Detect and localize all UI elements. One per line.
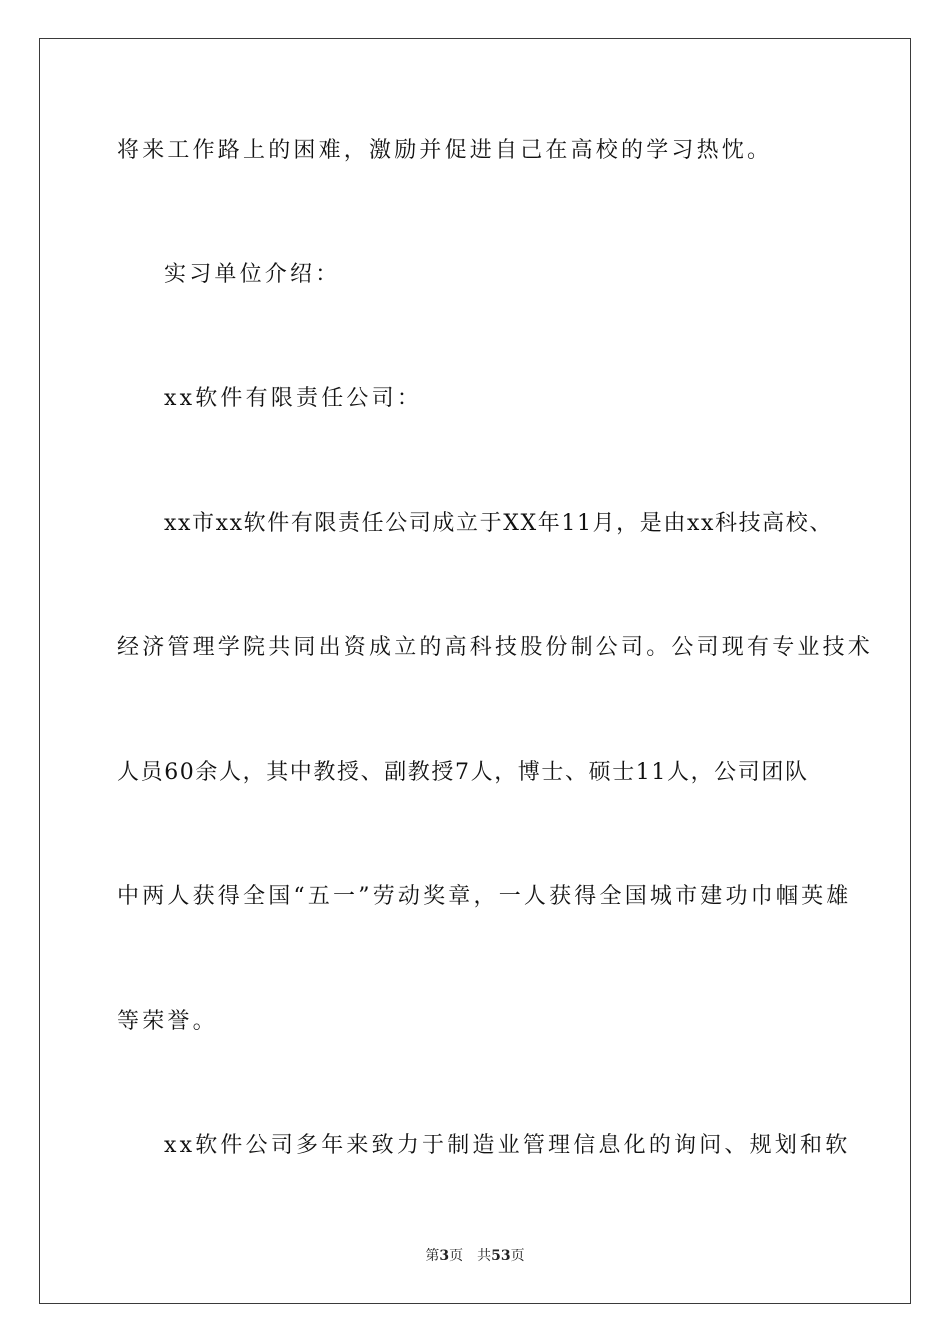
page-frame xyxy=(39,38,911,1304)
page-footer xyxy=(0,1247,950,1265)
page-suffix: 页 xyxy=(449,1248,464,1264)
company-name-heading: xx软件有限责任公司： xyxy=(164,386,423,411)
text-line-6: 人员60余人，其中教授、副教授7人，博士、硕士11人，公司团队 xyxy=(117,760,809,785)
total-pages: 53 xyxy=(491,1248,511,1264)
text-line-7: 中两人获得全国“五一”劳动奖章，一人获得全国城市建功巾帼英雄 xyxy=(117,884,852,909)
page-prefix: 第 xyxy=(425,1248,440,1264)
text-line-1: 将来工作路上的困难，激励并促进自己在高校的学习热忱。 xyxy=(117,138,773,163)
section-heading-internship-unit: 实习单位介绍： xyxy=(164,262,341,287)
text-line-4: xx市xx软件有限责任公司成立于XX年11月，是由xx科技高校、 xyxy=(164,511,833,536)
text-line-5: 经济管理学院共同出资成立的高科技股份制公司。公司现有专业技术 xyxy=(117,635,874,660)
page-number: 3 xyxy=(439,1248,450,1264)
text-line-9: xx软件公司多年来致力于制造业管理信息化的询问、规划和软 xyxy=(164,1133,851,1158)
total-prefix: 共 xyxy=(477,1248,492,1264)
text-line-8: 等荣誉。 xyxy=(117,1009,218,1034)
total-suffix: 页 xyxy=(510,1248,525,1264)
